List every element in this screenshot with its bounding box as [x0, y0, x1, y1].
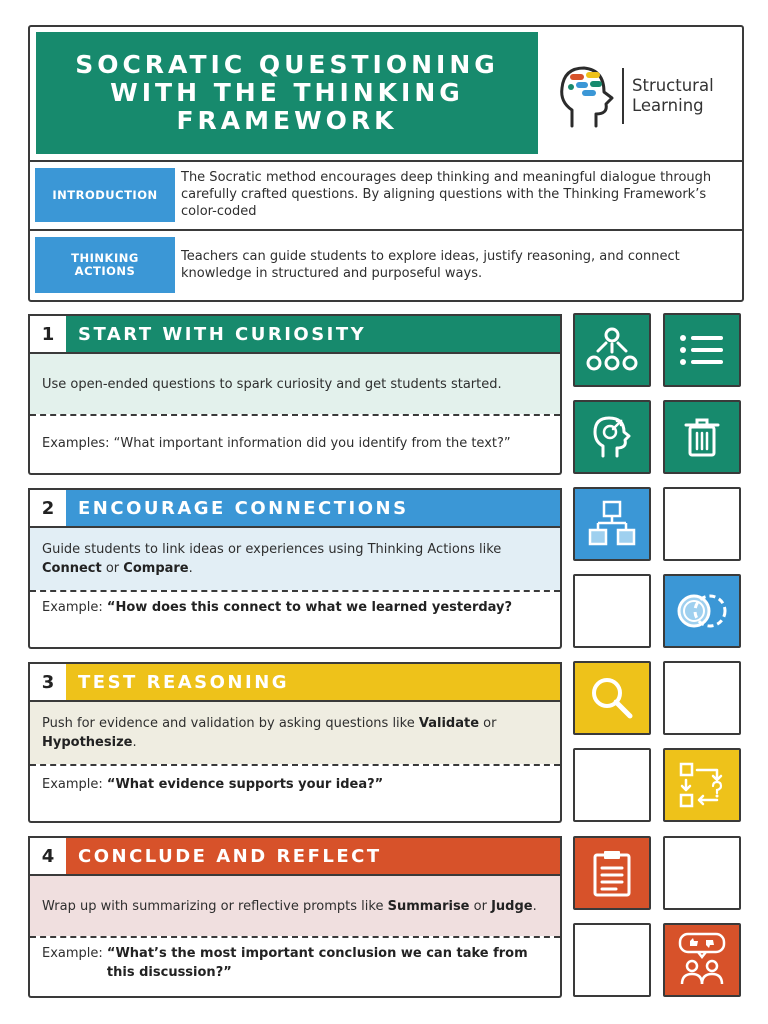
- section-3-example: [30, 766, 560, 802]
- section-4-number: 4: [28, 836, 66, 876]
- empty-tile: [663, 661, 741, 735]
- structural-learning-logo: [556, 58, 736, 132]
- section-4-body: [28, 876, 562, 998]
- logo-divider: [622, 68, 624, 124]
- introduction-label: INTRODUCTION: [35, 168, 175, 222]
- venn-circles-icon: [672, 589, 732, 633]
- magnifier-tile: [573, 661, 651, 735]
- venn-tile: [663, 574, 741, 648]
- empty-tile: [663, 487, 741, 561]
- section-2-desc-end: .: [188, 561, 193, 576]
- section-4-desc-end: .: [532, 898, 537, 914]
- logo-line1: Structural: [632, 76, 714, 95]
- section-2-title: ENCOURAGE CONNECTIONS: [66, 488, 562, 528]
- section-2-number: 2: [28, 488, 66, 528]
- section-1-body: [28, 354, 562, 475]
- section-1-title: START WITH CURIOSITY: [66, 314, 562, 354]
- section-3-example-prefix: Example:: [42, 776, 107, 792]
- section-3-number: 3: [28, 662, 66, 702]
- section-4-example: [30, 938, 560, 994]
- section-2-example-quote: “How does this connect to what we learned yesterday?: [106, 599, 513, 615]
- list-icon: [677, 330, 727, 370]
- section-4-desc-text: Wrap up with summarizing or reflective prompts like: [42, 898, 388, 914]
- section-1-number: 1: [28, 314, 66, 354]
- trash-icon: [682, 415, 722, 459]
- section-3-desc-text: Push for evidence and validation by asking questions like: [42, 716, 419, 731]
- section-1-example: Examples: “What important information did you identify from the text?”: [42, 436, 511, 451]
- section-3-action-hypothesize: Hypothesize: [42, 735, 133, 750]
- section-4-desc-or: or: [469, 898, 492, 914]
- clipboard-tile: [573, 836, 651, 910]
- logo-text: [632, 76, 714, 116]
- head-logo-icon: [556, 58, 618, 132]
- thinking-actions-text: Teachers can guide students to explore ideas, justify reasoning, and connect knowledge in structured and purposeful ways.: [181, 249, 680, 281]
- section-3-example-quote: “What evidence supports your idea?”: [106, 776, 384, 792]
- section-2-action-compare: Compare: [123, 561, 189, 576]
- section-3-description: [30, 702, 560, 764]
- introduction-text: The Socratic method encourages deep thinking and meaningful dialogue through carefully crafted questions. By aligning questions with the Thinking Framework’s color-coded: [181, 170, 712, 219]
- hierarchy-icon: [582, 325, 642, 375]
- empty-tile: [663, 836, 741, 910]
- thinking-actions-label-line1: THINKING: [71, 251, 139, 265]
- flowchart-icon: [587, 499, 637, 549]
- section-1-description: Use open-ended questions to spark curiosity and get students started.: [30, 354, 560, 414]
- section-4-action-summarise: Summarise: [387, 898, 470, 914]
- thinking-actions-label-line2: ACTIONS: [74, 264, 136, 278]
- section-4-description: [30, 876, 560, 936]
- trash-tile: [663, 400, 741, 474]
- section-3-desc-end: .: [132, 735, 137, 750]
- head-idea-icon: [587, 412, 637, 462]
- empty-tile: [573, 574, 651, 648]
- section-2-desc-text: Guide students to link ideas or experiences using Thinking Actions like: [42, 542, 502, 557]
- section-2-example-prefix: Example:: [42, 599, 107, 615]
- section-2-action-connect: Connect: [42, 561, 102, 576]
- section-3-action-validate: Validate: [418, 716, 480, 731]
- hierarchy-tile: [573, 313, 651, 387]
- divider: [28, 229, 744, 231]
- list-tile: [663, 313, 741, 387]
- thinking-actions-label: [35, 237, 175, 293]
- title-banner: [36, 32, 538, 154]
- head-idea-tile: [573, 400, 651, 474]
- section-4-title: CONCLUDE AND REFLECT: [66, 836, 562, 876]
- section-4-example-quote: “What’s the most important conclusion we can take from this discussion?”: [106, 946, 528, 980]
- magnifier-icon: [588, 674, 636, 722]
- process-loop-icon: [677, 760, 727, 810]
- discussion-people-icon: [674, 930, 730, 990]
- section-2-example: [30, 592, 560, 622]
- section-3-body: [28, 702, 562, 823]
- section-4-example-prefix: Example:: [42, 946, 107, 961]
- section-4-action-judge: Judge: [491, 898, 533, 914]
- section-2-desc-or: or: [101, 561, 124, 576]
- divider: [28, 160, 744, 162]
- section-3-title: TEST REASONING: [66, 662, 562, 702]
- empty-tile: [573, 748, 651, 822]
- empty-tile: [573, 923, 651, 997]
- section-2-body: [28, 528, 562, 649]
- page-title: SOCRATIC QUESTIONING WITH THE THINKING FRAMEWORK: [75, 50, 499, 135]
- section-3-desc-or: or: [479, 716, 497, 731]
- logo-line2: Learning: [632, 96, 704, 115]
- clipboard-icon: [590, 848, 634, 898]
- section-2-description: [30, 528, 560, 590]
- process-loop-tile: [663, 748, 741, 822]
- flowchart-tile: [573, 487, 651, 561]
- discussion-tile: [663, 923, 741, 997]
